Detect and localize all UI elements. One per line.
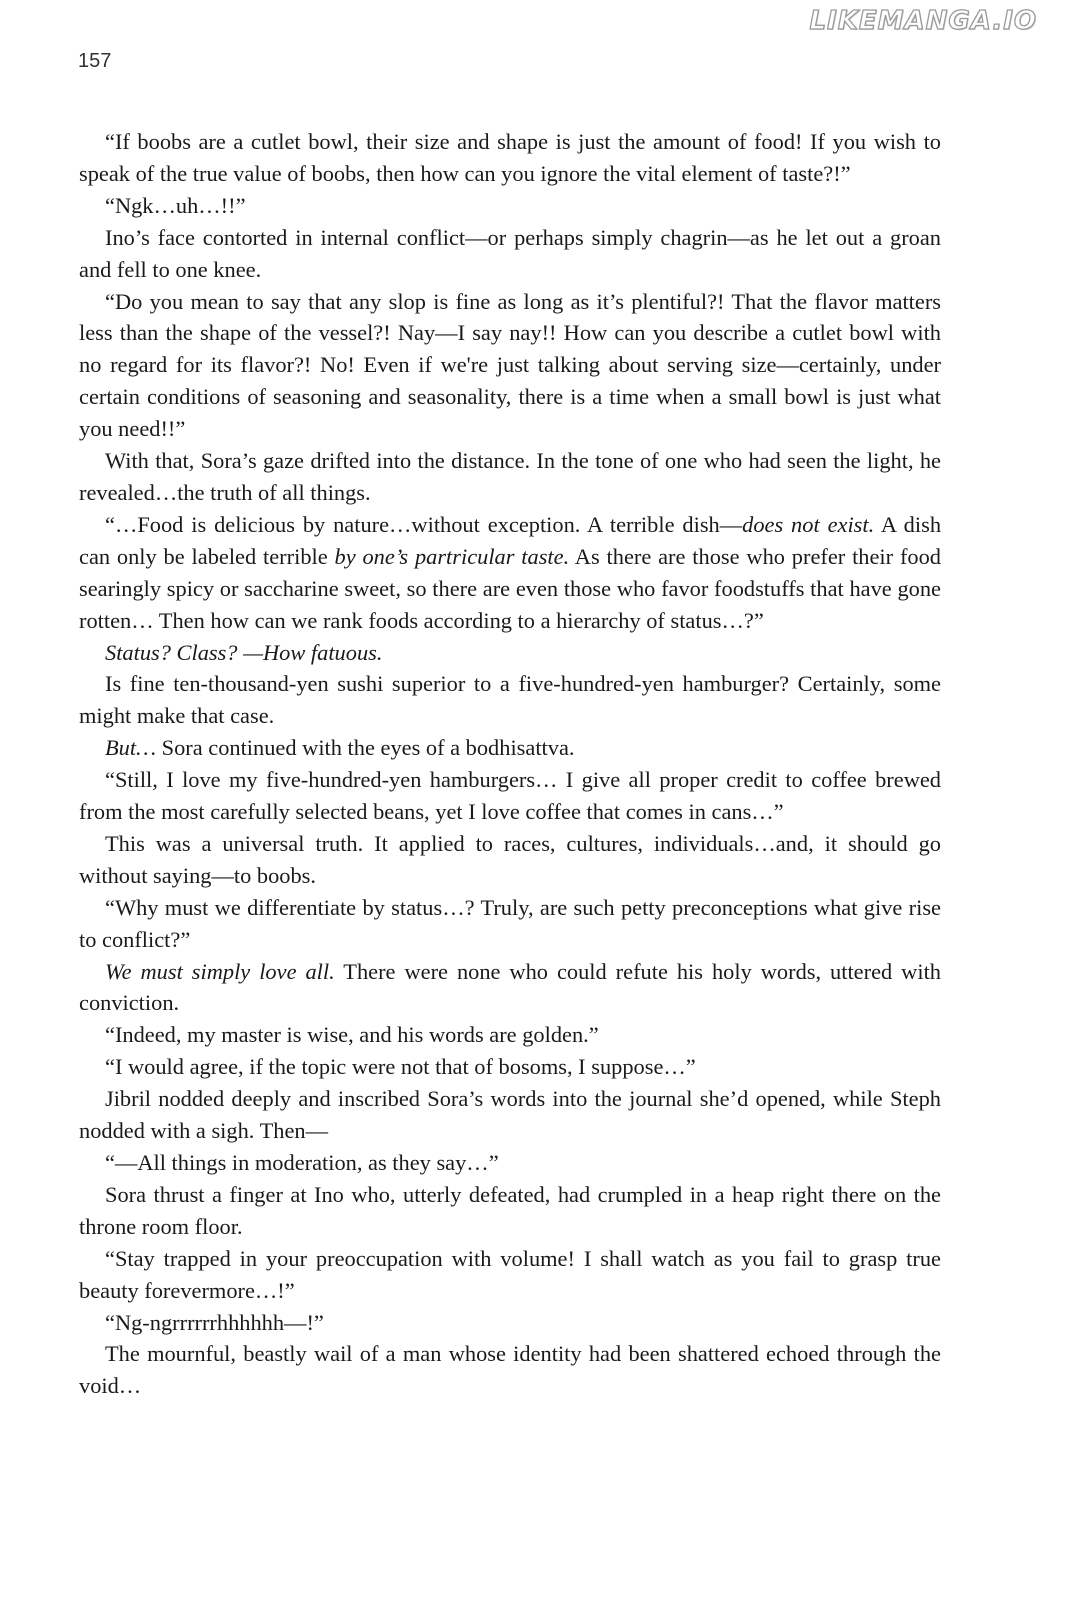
italic-text: But…: [105, 735, 157, 761]
page-number: 157: [78, 50, 112, 72]
text-run: Sora continued with the eyes of a bodhisattva.: [156, 735, 575, 761]
text-run: “Do you mean to say that any slop is fine as long as it’s plentiful?! That the flavor matters less than the shape of the vessel?! Nay—I say nay!! How can you describe a cutlet bowl with no regard for its flavor?! No! Even if we're just talking about serving size—certainly, under certain conditions of seasoning and seasonality, there is a time when a small bowl is just what you need!!”: [79, 288, 941, 442]
text-run: There were none who could refute his holy words, uttered with conviction.: [79, 958, 941, 1016]
paragraph: [79, 764, 941, 828]
text-run: Jibril nodded deeply and inscribed Sora’s words into the journal she’d opened, while Steph nodded with a sigh. Then—: [79, 1086, 941, 1144]
text-body: [79, 126, 941, 1402]
paragraph: [79, 509, 941, 637]
paragraph: [79, 892, 941, 956]
paragraph: [79, 956, 941, 1020]
paragraph: [79, 190, 941, 222]
text-run: “—All things in moderation, as they say…”: [105, 1150, 499, 1175]
paragraph: [79, 1019, 941, 1051]
text-run: Ino’s face contorted in internal conflict—or perhaps simply chagrin—as he let out a groan and fell to one knee.: [79, 224, 941, 282]
paragraph: [79, 1147, 941, 1179]
paragraph: [79, 1307, 941, 1339]
text-run: “Stay trapped in your preoccupation with volume! I shall watch as you fail to grasp true beauty forevermore…!”: [79, 1245, 941, 1303]
text-run: As there are those who prefer their food searingly spicy or saccharine sweet, so there are even those who favor foodstuffs that have gone rotten… Then how can we rank foods according to a hierarchy of status…?”: [79, 543, 941, 633]
paragraph: [79, 1338, 941, 1402]
text-run: This was a universal truth. It applied to races, cultures, individuals…and, it should go without saying—to boobs.: [79, 830, 941, 888]
paragraph: [79, 222, 941, 286]
paragraph: [79, 286, 941, 446]
paragraph: [79, 126, 941, 190]
italic-text: by one’s partricular taste.: [334, 543, 570, 569]
paragraph: [79, 445, 941, 509]
text-run: Is fine ten-thousand-yen sushi superior to a five-hundred-yen hamburger? Certainly, some might make that case.: [79, 671, 941, 729]
text-run: “Why must we differentiate by status…? Truly, are such petty preconceptions what give rise to conflict?”: [79, 894, 941, 952]
text-run: “If boobs are a cutlet bowl, their size and shape is just the amount of food! If you wish to speak of the true value of boobs, then how can you ignore the vital element of taste?!”: [79, 129, 941, 186]
text-run: “Indeed, my master is wise, and his words are golden.”: [105, 1022, 599, 1048]
paragraph: [79, 1179, 941, 1243]
paragraph: [79, 1051, 941, 1083]
paragraph: [79, 1083, 941, 1147]
text-run: The mournful, beastly wail of a man whose identity had been shattered echoed through the void…: [79, 1341, 941, 1399]
paragraph: [79, 637, 941, 669]
text-run: With that, Sora’s gaze drifted into the distance. In the tone of one who had seen the light, he revealed…the truth of all things.: [79, 448, 941, 505]
italic-text: We must simply love all.: [105, 958, 335, 984]
paragraph: [79, 668, 941, 732]
italic-text: does not exist.: [742, 511, 875, 537]
text-run: “Ngk…uh…!!”: [105, 192, 246, 218]
watermark-logo: LIKEMANGA.IO: [809, 6, 1037, 36]
paragraph: [79, 1243, 941, 1307]
text-run: “Still, I love my five-hundred-yen hamburgers… I give all proper credit to coffee brewed from the most carefully selected beans, yet I love coffee that comes in cans…”: [79, 767, 941, 825]
italic-text: Status? Class? —How fatuous.: [105, 639, 383, 665]
text-run: Sora thrust a finger at Ino who, utterly defeated, had crumpled in a heap right there on the throne room floor.: [79, 1181, 941, 1239]
text-run: “Ng-ngrrrrrrhhhhhh—!”: [105, 1309, 324, 1335]
paragraph: [79, 828, 941, 892]
text-run: “…Food is delicious by nature…without exception. A terrible dish—: [105, 511, 743, 537]
text-run: A dish can only be labeled terrible: [79, 511, 942, 569]
paragraph: [79, 732, 941, 764]
text-run: “I would agree, if the topic were not that of bosoms, I suppose…”: [105, 1054, 696, 1080]
